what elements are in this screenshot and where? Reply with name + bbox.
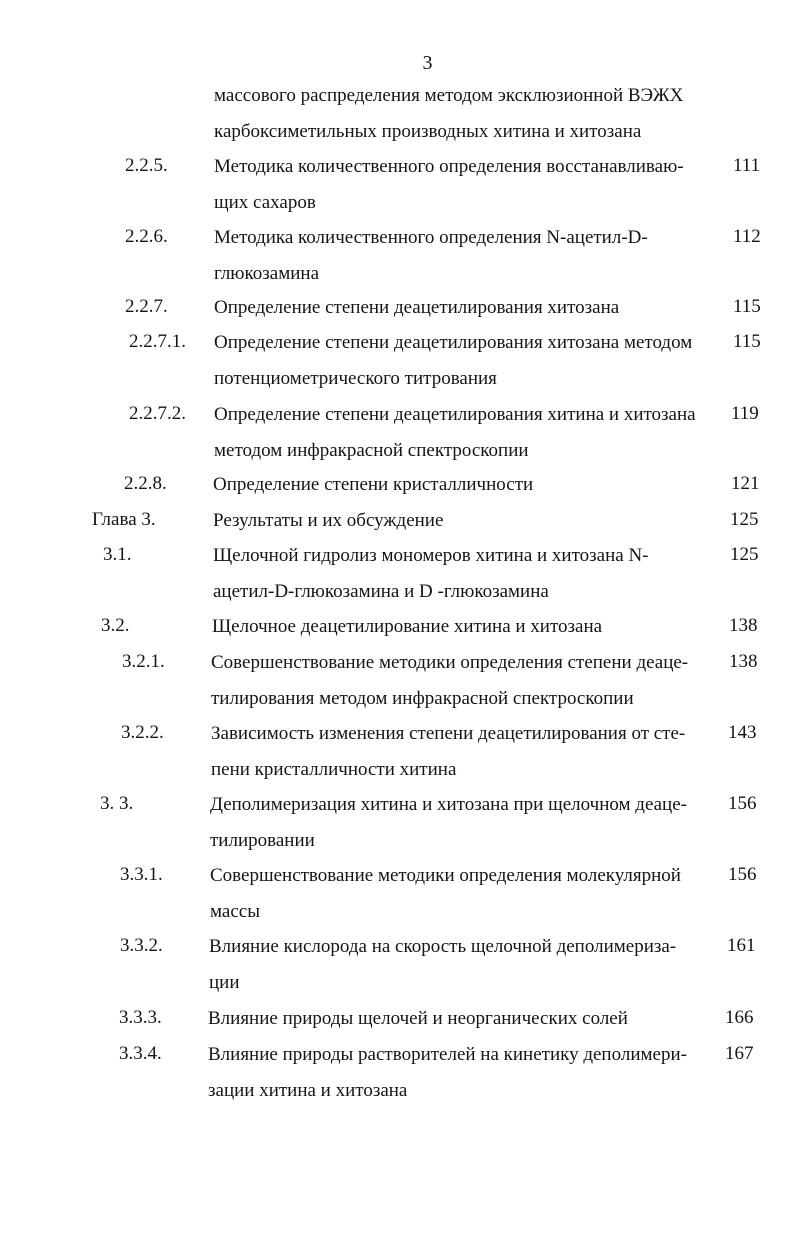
toc-title-line: Зависимость изменения степени деацетилирования от сте- (211, 723, 686, 744)
toc-title-line: Влияние природы щелочей и неорганических солей (208, 1008, 628, 1029)
toc-entry-number: 3.2.2. (121, 722, 164, 743)
toc-entry-number: 3.3.3. (119, 1007, 162, 1028)
toc-entry-title (210, 793, 710, 864)
toc-entry-number: 3.2.1. (122, 651, 165, 672)
toc-entry-number: Глава 3. (92, 509, 156, 530)
toc-entry-page: 125 (730, 544, 759, 565)
toc-entry-page: 156 (728, 793, 757, 814)
toc-entry-number: 3. 3. (100, 793, 134, 814)
toc-entry-title (212, 615, 712, 651)
toc-entry-title (214, 155, 714, 226)
toc-entry-page: 167 (725, 1043, 754, 1064)
toc-title-line: Определение степени деацетилирования хитина и хитозана (214, 404, 696, 425)
toc-title-line: тилирования методом инфракрасной спектроскопии (211, 687, 634, 709)
page-number: 3 (422, 52, 433, 74)
toc-entry-page: 121 (731, 473, 760, 494)
toc-entry-title (214, 84, 714, 155)
toc-entry-number: 2.2.8. (124, 473, 167, 494)
toc-title-line: Определение степени деацетилирования хитозана (214, 297, 620, 318)
toc-entry-title (208, 1007, 708, 1043)
toc-entry-number: 3.3.2. (120, 935, 163, 956)
toc-title-line: массового распределения методом эксклюзионной ВЭЖХ (214, 85, 684, 106)
toc-entry-page: 156 (728, 864, 757, 885)
toc-title-line: Определение степени деацетилирования хитозана методом (214, 332, 693, 353)
toc-entry-title (213, 473, 713, 509)
toc-entry-page: 143 (728, 722, 757, 743)
toc-entry-title (214, 226, 714, 297)
toc-title-line: Деполимеризация хитина и хитозана при щелочном деаце- (210, 794, 687, 815)
toc-entry-title (213, 544, 713, 615)
toc-entry-number: 3.3.1. (120, 864, 163, 885)
toc-title-line: карбоксиметильных производных хитина и хитозана (214, 120, 642, 142)
toc-entry-title (213, 509, 713, 545)
toc-title-line: Щелочной гидролиз мономеров хитина и хитозана N- (213, 545, 649, 566)
toc-entry-page: 112 (733, 226, 761, 247)
toc-entry-number: 3.3.4. (119, 1043, 162, 1064)
toc-entry-title (211, 722, 711, 793)
toc-title-line: Совершенствование методики определения степени деаце- (211, 652, 689, 673)
toc-entry-title (209, 935, 709, 1006)
toc-entry-title (214, 296, 714, 332)
toc-entry-number: 3.1. (103, 544, 132, 565)
toc-title-line: Результаты и их обсуждение (213, 510, 444, 531)
toc-entry-number: 2.2.7.1. (129, 331, 186, 352)
toc-entry-number: 2.2.5. (125, 155, 168, 176)
toc-entry-page: 115 (733, 296, 761, 317)
toc-title-line: Влияние природы растворителей на кинетику деполимери- (208, 1044, 687, 1065)
toc-entry-number: 2.2.7. (125, 296, 168, 317)
toc-entry-title (210, 864, 710, 935)
toc-entry-title (211, 651, 711, 722)
toc-title-line: методом инфракрасной спектроскопии (214, 439, 529, 461)
toc-title-line: ции (209, 971, 240, 993)
toc-entry-number: 3.2. (101, 615, 130, 636)
toc-entry-page: 166 (725, 1007, 754, 1028)
toc-entry-number: 2.2.6. (125, 226, 168, 247)
toc-title-line: Влияние кислорода на скорость щелочной деполимериза- (209, 936, 677, 957)
toc-title-line: Определение степени кристалличности (213, 474, 534, 495)
toc-entry-page: 111 (733, 155, 761, 176)
toc-title-line: Методика количественного определения восстанавливаю- (214, 156, 684, 177)
toc-title-line: щих сахаров (214, 191, 316, 213)
toc-entry-title (214, 331, 714, 402)
toc-title-line: пени кристалличности хитина (211, 758, 457, 780)
toc-title-line: глюкозамина (214, 262, 320, 284)
toc-title-line: потенциометрического титрования (214, 367, 497, 389)
toc-entry-title (208, 1043, 708, 1114)
toc-entry-page: 138 (729, 651, 758, 672)
toc-entry-number: 2.2.7.2. (129, 403, 186, 424)
toc-entry-page: 125 (730, 509, 759, 530)
toc-title-line: Методика количественного определения N-ацетил-D- (214, 227, 648, 248)
toc-title-line: тилировании (210, 829, 315, 851)
toc-title-line: ацетил-D-глюкозамина и D -глюкозамина (213, 580, 549, 602)
toc-entry-page: 138 (729, 615, 758, 636)
toc-entry-page: 161 (727, 935, 756, 956)
toc-title-line: зации хитина и хитозана (208, 1079, 408, 1101)
toc-entry-page: 119 (731, 403, 759, 424)
toc-entry-title (214, 403, 714, 474)
toc-title-line: Совершенствование методики определения молекулярной (210, 865, 681, 886)
toc-entry-page: 115 (733, 331, 761, 352)
toc-title-line: Щелочное деацетилирование хитина и хитозана (212, 616, 603, 637)
toc-title-line: массы (210, 900, 260, 922)
